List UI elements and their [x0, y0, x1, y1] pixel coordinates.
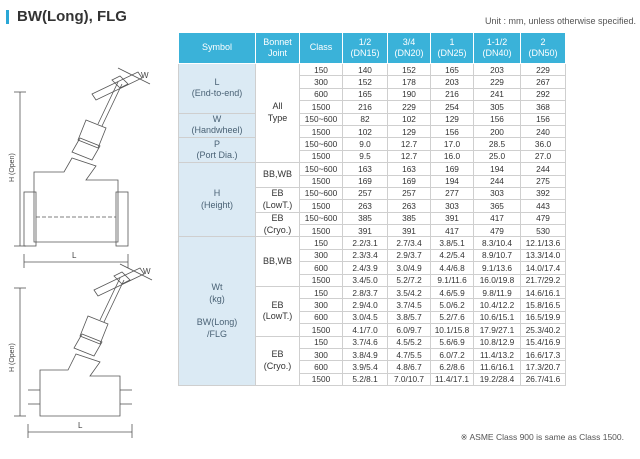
value-cell: 194: [431, 175, 474, 187]
symbol-text: W: [212, 113, 222, 124]
header-size-dn15: [343, 33, 388, 64]
value-cell: 16.5/19.9: [521, 311, 566, 323]
value-cell: 165: [431, 64, 474, 76]
symbol-text: (Height): [200, 199, 233, 210]
label-h-top: H (Open): [9, 153, 16, 182]
size-nps: 1-1/2: [486, 36, 508, 47]
value-cell: 4.1/7.0: [343, 324, 388, 336]
value-cell: 9.8/11.9: [474, 287, 521, 299]
bonnet-text: (Cryo.): [263, 224, 292, 235]
size-nps: 2: [540, 36, 546, 47]
value-cell: 9.1/13.6: [474, 262, 521, 274]
size-dn: (DN50): [528, 48, 558, 58]
value-cell: 240: [521, 125, 566, 137]
value-cell: 3.5/4.2: [388, 287, 431, 299]
bonnet-cell-eb_cryo: [256, 212, 300, 237]
value-cell: 5.0/6.2: [431, 299, 474, 311]
header-size-dn25: [431, 33, 474, 64]
value-cell: 16.0: [431, 150, 474, 162]
bonnet-cell-eb_cryo: [256, 336, 300, 386]
value-cell: 263: [343, 200, 388, 212]
class-cell: 150: [300, 237, 343, 249]
symbol-text: BW(Long): [196, 317, 238, 328]
value-cell: 2.3/3.4: [343, 249, 388, 261]
bonnet-cell-eb_low: [256, 187, 300, 212]
class-cell: 1500: [300, 225, 343, 237]
unit-note: Unit : mm, unless otherwise specified.: [484, 16, 636, 26]
page-title: [6, 8, 127, 25]
bonnet-text: (Cryo.): [263, 360, 292, 371]
symbol-cell-p: [179, 138, 256, 163]
value-cell: 12.7: [388, 150, 431, 162]
value-cell: 21.7/29.2: [521, 274, 566, 286]
symbol-text: H: [213, 188, 221, 199]
header-bonnet: [256, 33, 300, 64]
bonnet-cell-bbwb: BB,WB: [256, 163, 300, 188]
value-cell: 9.1/11.6: [431, 274, 474, 286]
value-cell: 169: [343, 175, 388, 187]
valve-drawings: [0, 32, 172, 452]
value-cell: 178: [388, 76, 431, 88]
value-cell: 385: [343, 212, 388, 224]
header-size-dn20: [388, 33, 431, 64]
label-w-top: W: [141, 71, 149, 80]
class-cell: 600: [300, 311, 343, 323]
value-cell: 5.2/7.2: [388, 274, 431, 286]
value-cell: 263: [388, 200, 431, 212]
value-cell: 190: [388, 88, 431, 100]
value-cell: 17.0: [431, 138, 474, 150]
value-cell: 8.9/10.7: [474, 249, 521, 261]
class-cell: 150: [300, 64, 343, 76]
value-cell: 4.2/5.4: [431, 249, 474, 261]
value-cell: 14.6/16.1: [521, 287, 566, 299]
size-nps: 1: [449, 36, 455, 47]
value-cell: 10.1/15.8: [431, 324, 474, 336]
value-cell: 6.2/8.6: [431, 361, 474, 373]
table-row: [179, 113, 566, 125]
value-cell: 368: [521, 101, 566, 113]
value-cell: 26.7/41.6: [521, 373, 566, 385]
value-cell: 392: [521, 187, 566, 199]
value-cell: 194: [474, 163, 521, 175]
value-cell: 3.7/4.5: [388, 299, 431, 311]
header-size-dn40: [474, 33, 521, 64]
header-class: Class: [300, 33, 343, 64]
value-cell: 3.7/4.6: [343, 336, 388, 348]
symbol-cell-wt: [179, 237, 256, 386]
value-cell: 203: [431, 76, 474, 88]
class-cell: 150~600: [300, 212, 343, 224]
value-cell: 11.4/17.1: [431, 373, 474, 385]
value-cell: 10.8/12.9: [474, 336, 521, 348]
value-cell: 417: [431, 225, 474, 237]
value-cell: 8.3/10.4: [474, 237, 521, 249]
label-w-bottom: W: [143, 267, 151, 276]
bonnet-cell-bbwb: BB,WB: [256, 237, 300, 287]
symbol-text: (kg): [209, 293, 225, 304]
symbol-text: (Handwheel): [191, 125, 243, 136]
value-cell: 129: [388, 125, 431, 137]
value-cell: 16.0/19.8: [474, 274, 521, 286]
value-cell: 156: [431, 125, 474, 137]
value-cell: 2.9/4.0: [343, 299, 388, 311]
value-cell: 3.8/4.9: [343, 348, 388, 360]
value-cell: 156: [474, 113, 521, 125]
value-cell: 17.9/27.1: [474, 324, 521, 336]
class-cell: 1500: [300, 200, 343, 212]
class-cell: 600: [300, 262, 343, 274]
header-size-dn50: [521, 33, 566, 64]
bonnet-text: (LowT.): [262, 199, 293, 210]
bonnet-text: EB: [271, 349, 284, 360]
value-cell: 9.0: [343, 138, 388, 150]
value-cell: 129: [431, 113, 474, 125]
symbol-cell-l: [179, 64, 256, 114]
value-cell: 254: [431, 101, 474, 113]
class-cell: 150~600: [300, 138, 343, 150]
size-dn: (DN25): [437, 48, 467, 58]
symbol-text: /FLG: [206, 328, 227, 339]
value-cell: 152: [343, 76, 388, 88]
value-cell: 2.7/3.4: [388, 237, 431, 249]
bonnet-text: EB: [271, 212, 284, 223]
value-cell: 479: [521, 212, 566, 224]
value-cell: 169: [388, 175, 431, 187]
class-cell: 600: [300, 88, 343, 100]
header-row: [179, 33, 566, 64]
value-cell: 229: [388, 101, 431, 113]
class-cell: 1500: [300, 373, 343, 385]
symbol-cell-h: [179, 163, 256, 237]
header-bonnet-line2: Joint: [267, 48, 287, 58]
value-cell: 140: [343, 64, 388, 76]
value-cell: 203: [474, 64, 521, 76]
value-cell: 25.3/40.2: [521, 324, 566, 336]
class-cell: 300: [300, 348, 343, 360]
value-cell: 200: [474, 125, 521, 137]
page-title-text: BW(Long), FLG: [17, 8, 127, 25]
size-nps: 1/2: [358, 36, 372, 47]
class-cell: 150: [300, 336, 343, 348]
value-cell: 216: [343, 101, 388, 113]
footnote: ※ ASME Class 900 is same as Class 1500.: [460, 432, 624, 442]
value-cell: 229: [521, 64, 566, 76]
value-cell: 4.7/5.5: [388, 348, 431, 360]
dimension-table: [178, 32, 566, 386]
label-l-top: L: [72, 251, 77, 260]
value-cell: 165: [343, 88, 388, 100]
value-cell: 11.4/13.2: [474, 348, 521, 360]
value-cell: 6.0/9.7: [388, 324, 431, 336]
class-cell: 150~600: [300, 163, 343, 175]
size-nps: 3/4: [402, 36, 416, 47]
symbol-text: Wt: [211, 282, 223, 293]
value-cell: 16.6/17.3: [521, 348, 566, 360]
value-cell: 4.5/5.2: [388, 336, 431, 348]
value-cell: 11.6/16.1: [474, 361, 521, 373]
class-cell: 150~600: [300, 113, 343, 125]
value-cell: 3.9/5.4: [343, 361, 388, 373]
value-cell: 2.9/3.7: [388, 249, 431, 261]
value-cell: 2.8/3.7: [343, 287, 388, 299]
value-cell: 365: [474, 200, 521, 212]
value-cell: 229: [474, 76, 521, 88]
value-cell: 9.5: [343, 150, 388, 162]
class-cell: 300: [300, 76, 343, 88]
value-cell: 10.4/12.2: [474, 299, 521, 311]
value-cell: 292: [521, 88, 566, 100]
class-cell: 1500: [300, 324, 343, 336]
value-cell: 417: [474, 212, 521, 224]
value-cell: 156: [521, 113, 566, 125]
class-cell: 1500: [300, 150, 343, 162]
bonnet-cell-eb_low: [256, 287, 300, 337]
table-row: [179, 138, 566, 150]
class-cell: 300: [300, 299, 343, 311]
value-cell: 12.7: [388, 138, 431, 150]
value-cell: 391: [343, 225, 388, 237]
value-cell: 163: [343, 163, 388, 175]
value-cell: 6.0/7.2: [431, 348, 474, 360]
size-dn: (DN20): [394, 48, 424, 58]
symbol-text: P: [213, 138, 220, 149]
value-cell: 102: [343, 125, 388, 137]
value-cell: 443: [521, 200, 566, 212]
class-cell: 1500: [300, 125, 343, 137]
table-row: [179, 64, 566, 76]
title-accent-bar: [6, 10, 9, 24]
value-cell: 277: [431, 187, 474, 199]
class-cell: 600: [300, 361, 343, 373]
value-cell: 216: [431, 88, 474, 100]
value-cell: 275: [521, 175, 566, 187]
value-cell: 303: [474, 187, 521, 199]
class-cell: 1500: [300, 101, 343, 113]
value-cell: 163: [388, 163, 431, 175]
value-cell: 3.4/5.0: [343, 274, 388, 286]
drawing-flanged-valve: [14, 68, 150, 268]
value-cell: 15.4/16.9: [521, 336, 566, 348]
value-cell: 241: [474, 88, 521, 100]
value-cell: 10.6/15.1: [474, 311, 521, 323]
value-cell: 15.8/16.5: [521, 299, 566, 311]
value-cell: 3.0/4.5: [343, 311, 388, 323]
label-h-bottom: H (Open): [9, 343, 16, 372]
bonnet-text: EB: [271, 188, 284, 199]
value-cell: 2.2/3.1: [343, 237, 388, 249]
value-cell: 5.2/8.1: [343, 373, 388, 385]
value-cell: 5.6/6.9: [431, 336, 474, 348]
size-dn: (DN40): [482, 48, 512, 58]
class-cell: 150~600: [300, 187, 343, 199]
value-cell: 5.2/7.6: [431, 311, 474, 323]
value-cell: 4.4/6.8: [431, 262, 474, 274]
bonnet-text: All: [272, 101, 283, 112]
bonnet-text: EB: [271, 299, 284, 310]
value-cell: 13.3/14.0: [521, 249, 566, 261]
value-cell: 169: [431, 163, 474, 175]
bonnet-text: Type: [267, 113, 288, 124]
table-row: [179, 163, 566, 175]
value-cell: 530: [521, 225, 566, 237]
value-cell: 14.0/17.4: [521, 262, 566, 274]
value-cell: 4.6/5.9: [431, 287, 474, 299]
class-cell: 1500: [300, 274, 343, 286]
class-cell: 1500: [300, 175, 343, 187]
drawing-buttweld-valve: [14, 264, 152, 438]
label-l-bottom: L: [78, 421, 83, 430]
symbol-text: (Port Dia.): [196, 150, 238, 161]
table-row: [179, 237, 566, 249]
value-cell: 12.1/13.6: [521, 237, 566, 249]
value-cell: 244: [521, 163, 566, 175]
symbol-text: L: [214, 76, 220, 87]
value-cell: 82: [343, 113, 388, 125]
value-cell: 244: [474, 175, 521, 187]
value-cell: 303: [431, 200, 474, 212]
value-cell: 28.5: [474, 138, 521, 150]
header-symbol: Symbol: [179, 33, 256, 64]
value-cell: 267: [521, 76, 566, 88]
value-cell: 385: [388, 212, 431, 224]
value-cell: 25.0: [474, 150, 521, 162]
class-cell: 300: [300, 249, 343, 261]
value-cell: 3.0/4.9: [388, 262, 431, 274]
value-cell: 17.3/20.7: [521, 361, 566, 373]
value-cell: 36.0: [521, 138, 566, 150]
value-cell: 2.4/3.9: [343, 262, 388, 274]
symbol-text: (End-to-end): [191, 88, 243, 99]
value-cell: 479: [474, 225, 521, 237]
value-cell: 4.8/6.7: [388, 361, 431, 373]
value-cell: 27.0: [521, 150, 566, 162]
value-cell: 7.0/10.7: [388, 373, 431, 385]
size-dn: (DN15): [350, 48, 380, 58]
class-cell: 150: [300, 287, 343, 299]
bonnet-cell-all: [256, 64, 300, 163]
value-cell: 391: [388, 225, 431, 237]
value-cell: 3.8/5.1: [431, 237, 474, 249]
value-cell: 152: [388, 64, 431, 76]
value-cell: 19.2/28.4: [474, 373, 521, 385]
value-cell: 257: [343, 187, 388, 199]
value-cell: 257: [388, 187, 431, 199]
value-cell: 391: [431, 212, 474, 224]
value-cell: 3.8/5.7: [388, 311, 431, 323]
value-cell: 305: [474, 101, 521, 113]
header-bonnet-line1: Bonnet: [263, 36, 292, 47]
value-cell: 102: [388, 113, 431, 125]
bonnet-text: (LowT.): [262, 311, 293, 322]
symbol-cell-w: [179, 113, 256, 138]
